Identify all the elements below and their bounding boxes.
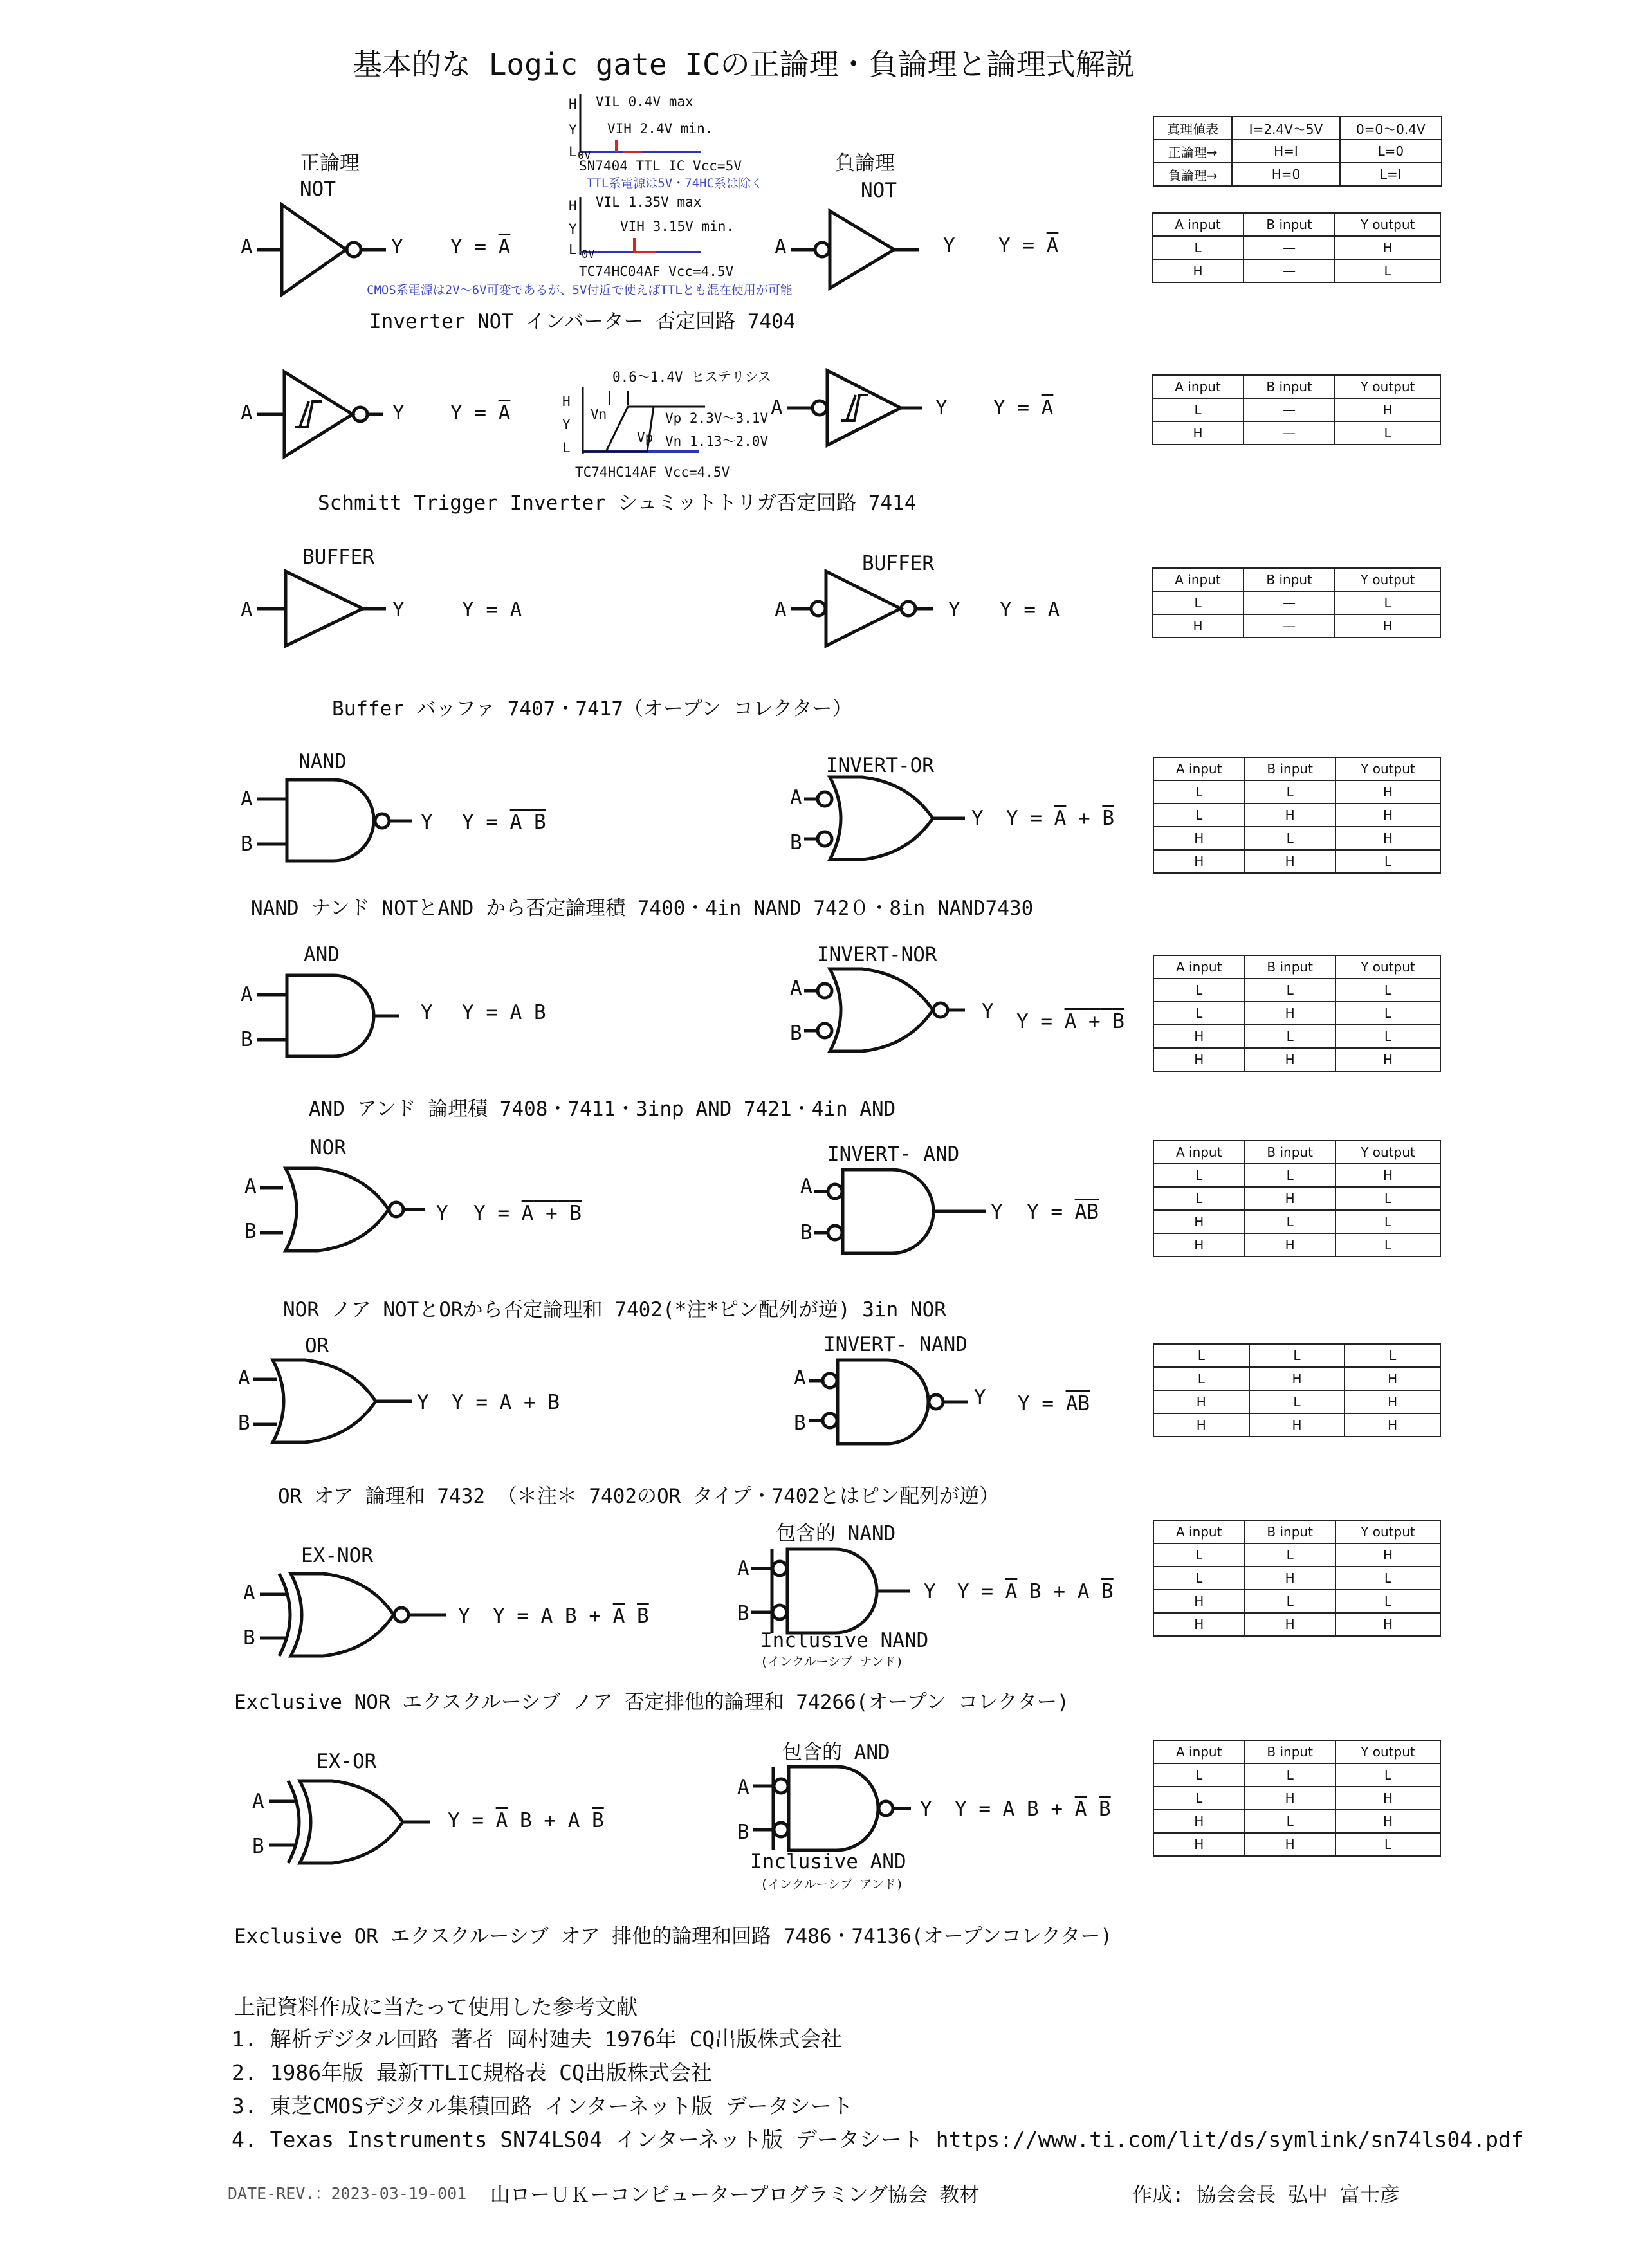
nand-truth-table: A input B input Y output L L H L H H H L H H H L (1153, 757, 1441, 874)
negative-logic-heading: 負論理 (835, 152, 895, 175)
or-truth-table: L L L L H H H L H H H H (1153, 1343, 1441, 1437)
nand-caption: NAND ナンド NOTとAND から否定論理積 7400・4in NAND 742０・8in NAND7430 (251, 897, 1034, 920)
nand-pos-equation: Y = A B (462, 811, 546, 834)
inclusive-and-equation: Y = A $B + \overline{A}$ $\overline{B}$ (955, 1798, 1111, 1821)
cmos-vil-label: VIL 1.35V max (596, 194, 702, 210)
cmos-note: CMOS系電源は2V～6V可変であるが、5V付近で使えばTTLとも混在使用が可能 (367, 283, 793, 297)
not-caption: Inverter NOT インバーター 否定回路 7404 (369, 310, 796, 333)
inclusive-nand-name: 包含的 NAND (776, 1522, 896, 1545)
and-truth-table: A input B input Y output L L L L H L H L L H H H (1153, 955, 1441, 1072)
exor-truth-table: A input B input Y output L L L L H H H L H H H L (1153, 1740, 1441, 1857)
and-gate-symbol (257, 970, 425, 1060)
and-caption: AND アンド 論理積 7408・7411・3inp AND 7421・4in AND (309, 1098, 896, 1121)
ttl-vil-label: VIL 0.4V max (596, 94, 693, 109)
nand-neg-name: INVERT-OR (826, 754, 934, 777)
exor-pos-equation: $Y = \overline{A}$ B + A $\overline{B}$ (448, 1809, 604, 1832)
exnor-truth-table: A input B input Y output L L H L H L H L L H H H (1153, 1520, 1441, 1637)
references-heading: 上記資料作成に当たって使用した参考文献 (234, 1994, 638, 2019)
ttl-chip-label: SN7404 TTL IC Vcc=5V (579, 158, 742, 174)
nor-truth-table: A input B input Y output L L H L H L H L L H H L (1153, 1140, 1441, 1257)
exnor-gate-symbol (260, 1568, 453, 1665)
schmitt-inverter-symbol (257, 367, 412, 470)
not-gate-neg-symbol (791, 199, 946, 302)
nand-pos-name: NAND (298, 750, 347, 773)
exnor-pos-equation: Y = A $B + \overline{A}$ $\overline{B}$ (493, 1605, 649, 1628)
or-neg-name: INVERT- NAND (823, 1333, 968, 1356)
or-gate-symbol (253, 1355, 434, 1451)
inclusive-nand-sub: Inclusive NAND (760, 1629, 929, 1652)
exor-pos-name: EX-OR (317, 1750, 377, 1773)
or-caption: OR オア 論理和 7432 （＊注＊ 7402のOR タイプ・7402とはピン配列が逆） (278, 1485, 1000, 1508)
exnor-caption: Exclusive NOR エクスクルーシブ ノア 否定排他的論理和 74266(オープン コレクター) (234, 1691, 1069, 1714)
ttl-vih-label: VIH 2.4V min. (607, 121, 713, 136)
not-neg-name: NOT (861, 179, 897, 202)
or-pos-name: OR (305, 1334, 329, 1357)
schmitt-pos-equation: $Y = \overline{A}$ (450, 401, 511, 425)
reference-item: 2. 1986年版 最新TTLIC規格表 CQ出版株式会社 (232, 2060, 712, 2085)
or-pos-equation: Y = A + B (452, 1391, 560, 1414)
invert-nor-gate-symbol (804, 961, 997, 1058)
buffer-neg-equation: Y = A (1000, 598, 1060, 621)
invert-and-gate-symbol (814, 1163, 995, 1260)
not-pos-equation: $Y = \overline{A}$ (450, 235, 511, 259)
nand-gate-symbol (257, 775, 425, 865)
buffer-neg-name: BUFFER (862, 552, 934, 575)
invert-or-gate-symbol (804, 769, 984, 866)
buffer-pos-name: BUFFER (302, 546, 374, 569)
reference-item: 4. Texas Instruments SN74LS04 インターネット版 データシート https://www.ti.com/lit/ds/symlink/sn74ls04.pdf (232, 2127, 1524, 2152)
not-pos-name: NOT (300, 178, 336, 201)
logic-levels-table: 真理値表 I=2.4V～5V 0=0～0.4V 正論理→ H=I L=0 負論理→ H=0 L=I (1153, 116, 1442, 187)
footer-date: DATE-REV.：2023-03-19-001 (228, 2184, 467, 2203)
not-gate-symbol (257, 199, 412, 302)
invert-nand-equation: Y = AB (1018, 1392, 1090, 1415)
schmitt-caption: Schmitt Trigger Inverter シュミットトリガ否定回路 7414 (318, 492, 917, 515)
footer-org: 山ローＵＫーコンピュータープログラミング協会 教材 (490, 2184, 980, 2207)
positive-logic-heading: 正論理 (300, 152, 360, 175)
not-neg-equation: $Y = \overline{A}$ (998, 234, 1059, 257)
not-truth-table: A input B input Y output L — H H — L (1152, 212, 1441, 283)
reference-item: 1. 解析デジタル回路 著者 岡村廸夫 1976年 CQ出版株式会社 (232, 2027, 843, 2052)
inclusive-nand-kana: (インクルーシブ ナンド) (760, 1655, 904, 1669)
schmitt-inverter-neg-symbol (787, 365, 942, 462)
footer-author: 作成: 協会会長 弘中 富士彦 (1132, 2184, 1400, 2207)
invert-or-equation: $Y = \overline{A} + \overline{B}$ (1006, 807, 1115, 830)
invert-and-equation: $Y = \overline{A}\overline{B}$ (1027, 1200, 1099, 1224)
buffer-gate-neg-symbol (791, 566, 946, 663)
buffer-truth-table: A input B input Y output L — L H — H (1152, 567, 1441, 638)
and-pos-name: AND (304, 943, 340, 966)
inclusive-nand-equation: $Y = \overline{A}$ B + A $\overline{B}$ (957, 1580, 1114, 1603)
inclusive-and-name: 包含的 AND (782, 1741, 890, 1764)
inclusive-and-kana: (インクルーシブ アンド) (760, 1877, 904, 1891)
buffer-pos-equation: Y = A (462, 598, 522, 621)
inclusive-and-sub: Inclusive AND (750, 1850, 906, 1873)
schmitt-truth-table: A input B input Y output L — H H — L (1152, 374, 1441, 445)
schmitt-neg-equation: $Y = \overline{A}$ (993, 396, 1054, 419)
inclusive-and-gate-symbol (753, 1763, 946, 1859)
nor-pos-equation: Y = A + B (473, 1202, 582, 1225)
exor-caption: Exclusive OR エクスクルーシブ オア 排他的論理和回路 7486・74136(オープンコレクター) (234, 1925, 1113, 1948)
exnor-pos-name: EX-NOR (301, 1544, 373, 1567)
cmos-chip-label: TC74HC04AF Vcc=4.5V (579, 264, 734, 279)
cmos-vih-label: VIH 3.15V min. (620, 219, 735, 234)
page-title: 基本的な Logic gate ICの正論理・負論理と論理式解説 (353, 47, 1135, 82)
buffer-gate-symbol (257, 566, 412, 663)
inclusive-nand-gate-symbol (751, 1545, 944, 1642)
nor-gate-symbol (260, 1163, 440, 1260)
buffer-caption: Buffer バッファ 7407・7417（オープン コレクター） (332, 697, 852, 721)
and-neg-name: INVERT-NOR (817, 943, 937, 966)
ttl-note: TTL系電源は5V・74HC系は除く (587, 176, 763, 190)
nor-neg-name: INVERT- AND (827, 1143, 960, 1166)
exor-gate-symbol (269, 1776, 462, 1872)
reference-item: 3. 東芝CMOSデジタル集積回路 インターネット版 データシート (232, 2093, 853, 2119)
nor-caption: NOR ノア NOTとORから否定論理和 7402(*注*ピン配列が逆) 3in NOR (283, 1298, 946, 1321)
nor-pos-name: NOR (310, 1136, 346, 1159)
and-pos-equation: Y = A B (462, 1001, 546, 1024)
invert-nor-equation: Y = A + B (1016, 1010, 1125, 1033)
invert-nand-gate-symbol (809, 1355, 989, 1451)
